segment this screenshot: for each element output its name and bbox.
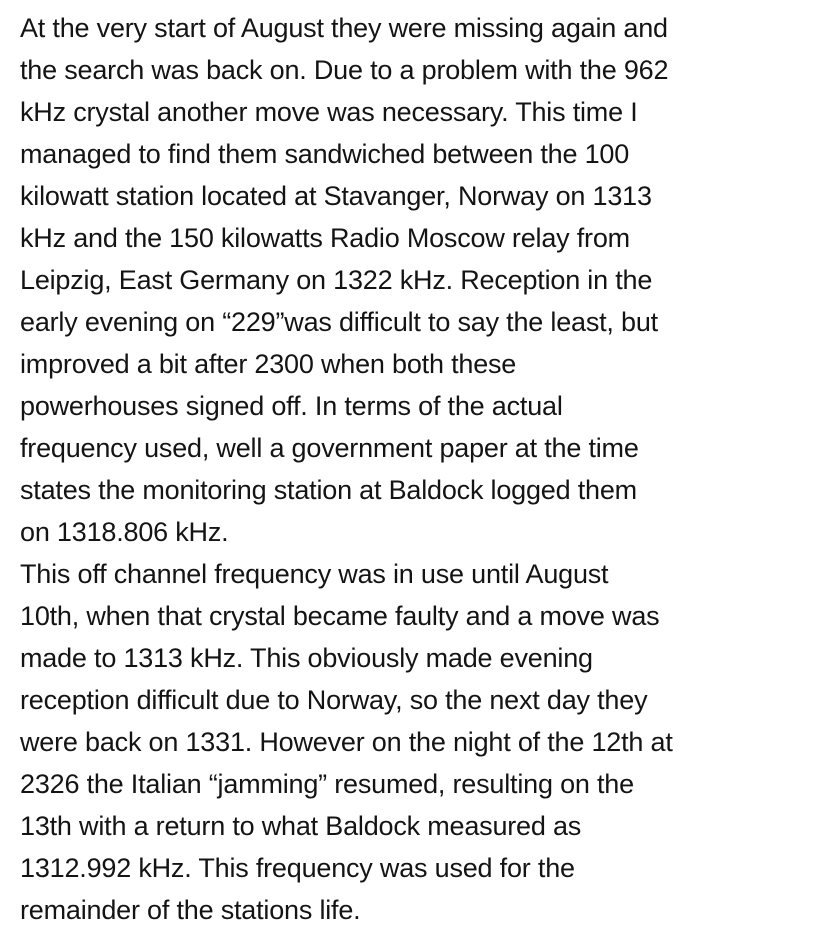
paragraph [20,7,820,553]
text-line: improved a bit after 2300 when both these [20,349,517,379]
text-line: remainder of the stations life. [20,895,361,925]
text-line: the search was back on. Due to a problem with the 962 [20,55,669,85]
text-line: At the very start of August they were missing again and [20,13,668,43]
article-body [20,7,820,931]
text-line: 13th with a return to what Baldock measured as [20,811,582,841]
text-line: were back on 1331. However on the night of the 12th at [20,727,673,757]
text-line: This off channel frequency was in use until August [20,559,609,589]
text-line: kHz crystal another move was necessary. This time I [20,97,638,127]
text-line: kilowatt station located at Stavanger, Norway on 1313 [20,181,652,211]
text-line: 1312.992 kHz. This frequency was used for the [20,853,575,883]
text-line: early evening on “229”was difficult to say the least, but [20,307,658,337]
text-line: reception difficult due to Norway, so the next day they [20,685,648,715]
text-line: Leipzig, East Germany on 1322 kHz. Reception in the [20,265,653,295]
text-line: made to 1313 kHz. This obviously made evening [20,643,593,673]
text-line: frequency used, well a government paper at the time [20,433,639,463]
text-line: states the monitoring station at Baldock logged them [20,475,637,505]
text-line: 2326 the Italian “jamming” resumed, resulting on the [20,769,634,799]
paragraph [20,553,820,931]
text-line: 10th, when that crystal became faulty and a move was [20,601,660,631]
text-line: powerhouses signed off. In terms of the actual [20,391,563,421]
text-line: kHz and the 150 kilowatts Radio Moscow relay from [20,223,630,253]
text-line: managed to find them sandwiched between the 100 [20,139,630,169]
text-line: on 1318.806 kHz. [20,517,229,547]
